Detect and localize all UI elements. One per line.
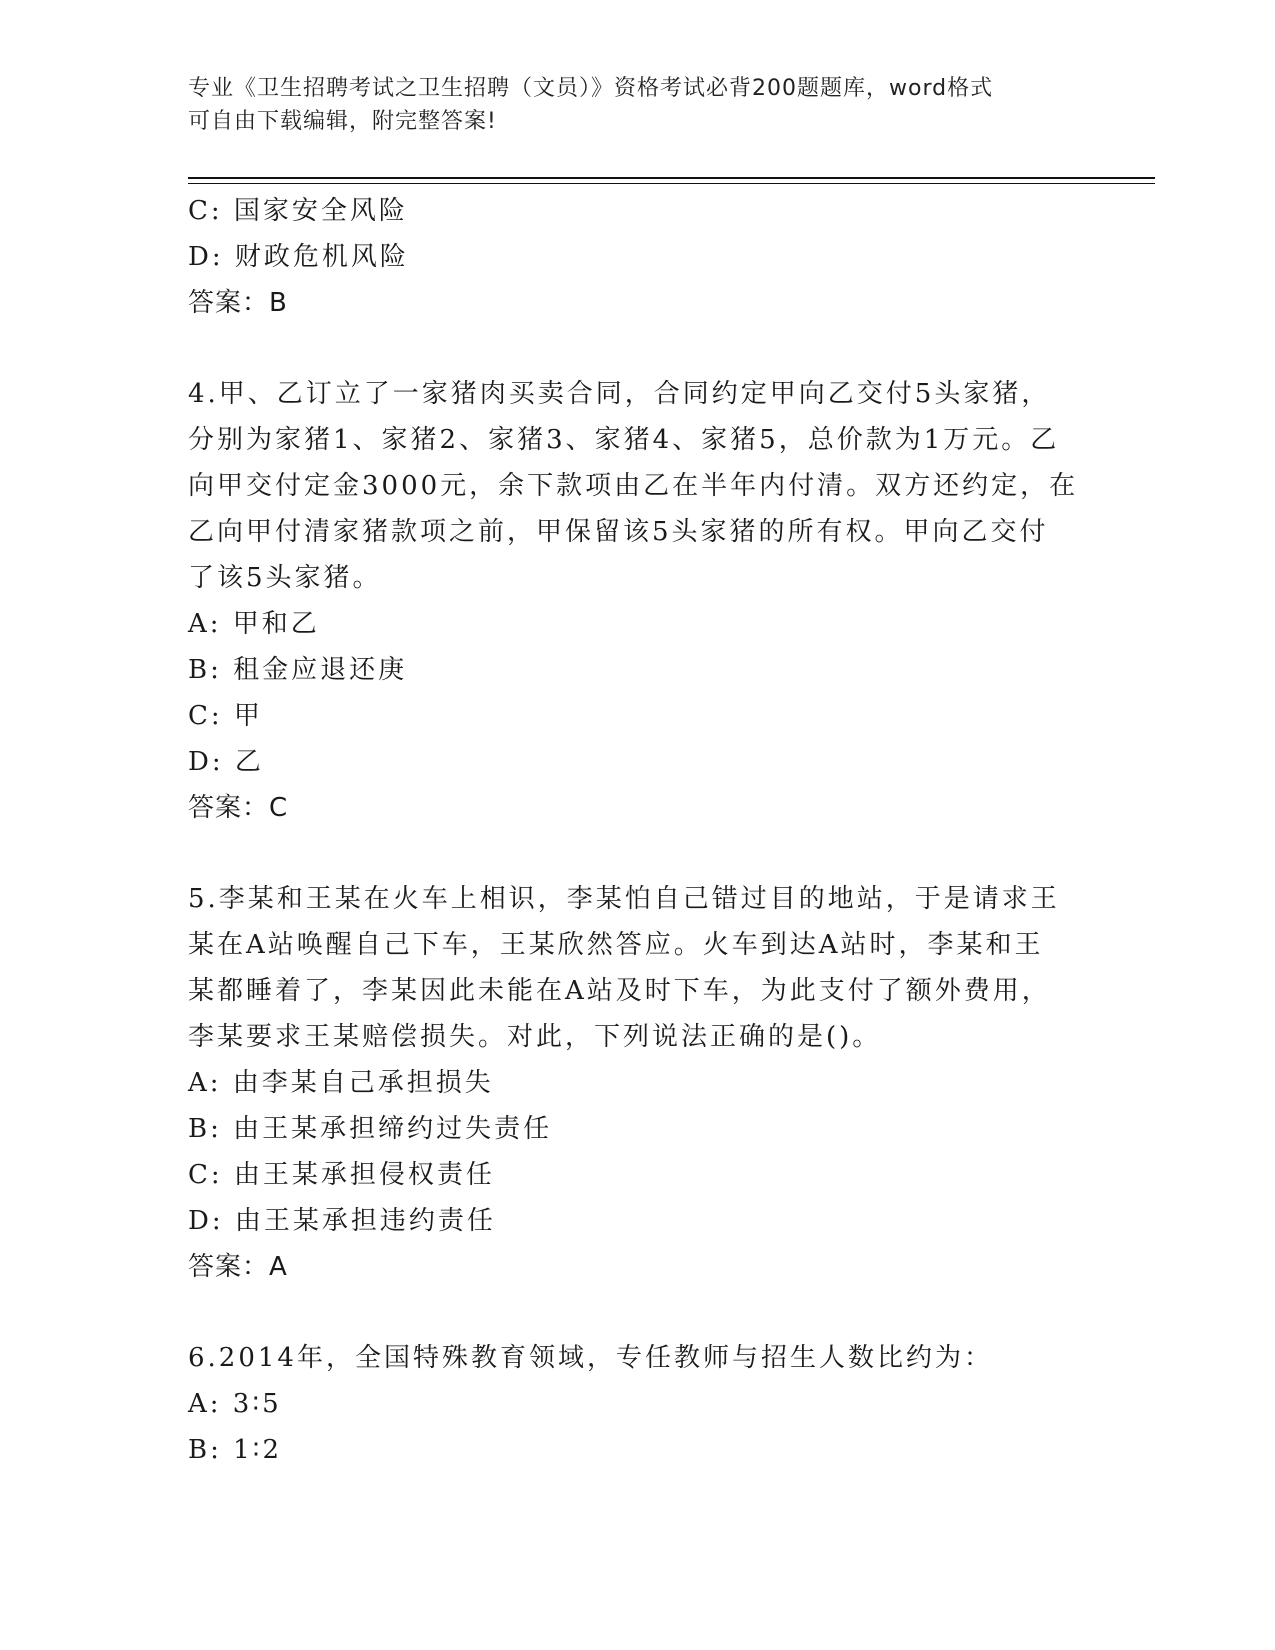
option-a: A: 甲和乙 xyxy=(188,609,320,639)
question-block-6 xyxy=(188,1335,1088,1473)
question-stem-line: 向甲交付定金3000元，余下款项由乙在半年内付清。双方还约定，在 xyxy=(188,471,1079,501)
option-d: D: 乙 xyxy=(188,747,264,777)
question-stem-line: 某在A站唤醒自己下车，王某欣然答应。火车到达A站时，李某和王 xyxy=(188,930,1044,960)
header-line-1: 专业《卫生招聘考试之卫生招聘（文员）》资格考试必背200题题库，word格式 xyxy=(188,76,994,101)
answer-label: 答案：A xyxy=(188,1252,288,1282)
question-block-3 xyxy=(188,188,1088,326)
option-d: D: 财政危机风险 xyxy=(188,242,409,272)
header-line-2: 可自由下载编辑，附完整答案! xyxy=(188,109,497,134)
option-c: C: 由王某承担侵权责任 xyxy=(188,1160,495,1190)
question-stem-line: 了该5头家猪。 xyxy=(188,563,382,593)
question-stem-line: 分别为家猪1、家猪2、家猪3、家猪4、家猪5，总价款为1万元。乙 xyxy=(188,425,1060,455)
question-stem-line: 某都睡着了，李某因此未能在A站及时下车，为此支付了额外费用， xyxy=(188,976,1051,1006)
answer-label: 答案：C xyxy=(188,793,289,823)
option-d: D: 由王某承担违约责任 xyxy=(188,1206,496,1236)
option-b: B: 由王某承担缔约过失责任 xyxy=(188,1114,553,1144)
question-stem-line: 李某要求王某赔偿损失。对此，下列说法正确的是()。 xyxy=(188,1022,882,1052)
option-a: A: 由李某自己承担损失 xyxy=(188,1068,494,1098)
answer-label: 答案：B xyxy=(188,288,288,318)
question-stem-line: 5.李某和王某在火车上相识，李某怕自己错过目的地站，于是请求王 xyxy=(188,884,1060,914)
question-list xyxy=(188,188,1088,1473)
option-c: C: 甲 xyxy=(188,701,263,731)
option-b: B: 租金应退还庚 xyxy=(188,655,408,685)
option-b: B: 1∶2 xyxy=(188,1435,282,1465)
option-a: A: 3∶5 xyxy=(188,1389,282,1419)
question-stem-line: 4.甲、乙订立了一家猪肉买卖合同，合同约定甲向乙交付5头家猪， xyxy=(188,379,1051,409)
question-stem-line: 乙向甲付清家猪款项之前，甲保留该5头家猪的所有权。甲向乙交付 xyxy=(188,517,1049,547)
question-stem-line: 6.2014年，全国特殊教育领域，专任教师与招生人数比约为： xyxy=(188,1343,993,1373)
document-header xyxy=(188,72,1088,138)
header-rule-thin xyxy=(188,183,1155,184)
header-rule-thick xyxy=(188,177,1155,179)
option-c: C: 国家安全风险 xyxy=(188,196,408,226)
question-block-5 xyxy=(188,876,1088,1290)
question-block-4 xyxy=(188,371,1088,831)
